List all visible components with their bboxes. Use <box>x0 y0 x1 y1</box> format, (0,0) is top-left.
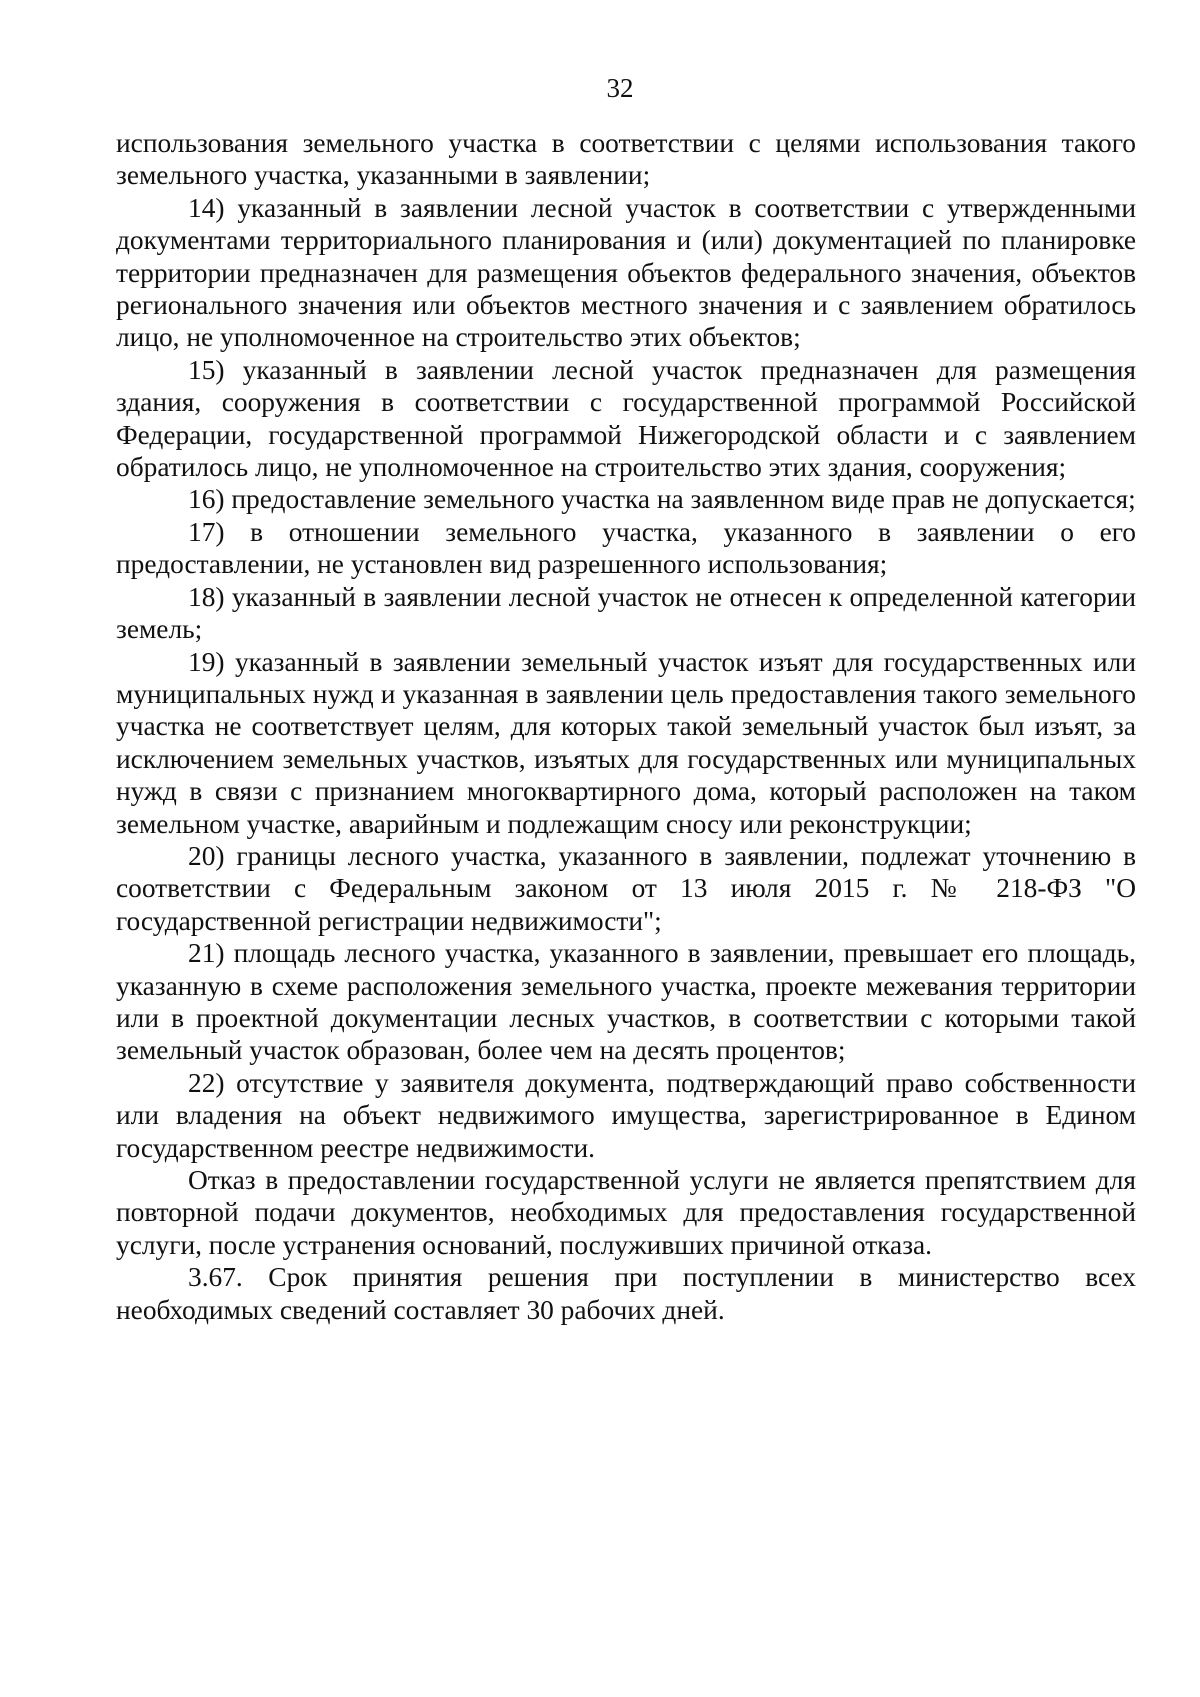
paragraph-item-17: 17) в отношении земельного участка, указанного в заявлении о его предоставлении, не установлен вид разрешенного использования; <box>116 516 1136 580</box>
paragraph-continuation: использования земельного участка в соответствии с целями использования такого земельного участка, указанными в заявлении; <box>116 128 1136 191</box>
paragraph-item-20: 20) границы лесного участка, указанного в заявлении, подлежат уточнению в соответствии с Федеральным законом от 13 июля 2015 г. № 218-ФЗ "О государственной регистрации недвижимости"; <box>116 840 1136 936</box>
paragraph-refusal-note: Отказ в предоставлении государственной услуги не является препятствием для повторной подачи документов, необходимых для предоставления государственной услуги, после устранения оснований, послуживших причиной отказа. <box>116 1165 1136 1260</box>
page-number: 32 <box>606 73 634 103</box>
paragraph-item-15: 15) указанный в заявлении лесной участок предназначен для размещения здания, сооружения в соответствии с государственной программой Российской Федерации, государственной программой Нижегородской области и с заявлением обратилось лицо, не уполномоченное на строительство этих здания, сооружения; <box>116 354 1136 483</box>
paragraph-item-21: 21) площадь лесного участка, указанного в заявлении, превышает его площадь, указанную в схеме расположения земельного участка, проекте межевания территории или в проектной документации лесных участков, в соответствии с которыми такой земельный участок образован, более чем на десять процентов; <box>116 938 1136 1066</box>
paragraph-item-22: 22) отсутствие у заявителя документа, подтверждающий право собственности или владения на объект недвижимого имущества, зарегистрированное в Едином государственном реестре недвижимости. <box>116 1067 1136 1163</box>
paragraph-section-3-67: 3.67. Срок принятия решения при поступлении в министерство всех необходимых сведений составляет 30 рабочих дней. <box>116 1262 1136 1325</box>
paragraph-item-18: 18) указанный в заявлении лесной участок не отнесен к определенной категории земель; <box>116 581 1136 645</box>
paragraph-item-16: 16) предоставление земельного участка на заявленном виде прав не допускается; <box>188 484 1136 515</box>
document-body <box>116 127 1136 1326</box>
paragraph-item-14: 14) указанный в заявлении лесной участок в соответствии с утвержденными документами территориального планирования и (или) документацией по планировке территории предназначен для размещения объектов федерального значения, объектов регионального значения или объектов местного значения и с заявлением обратилось лицо, не уполномоченное на строительство этих объектов; <box>116 192 1136 353</box>
paragraph-item-19: 19) указанный в заявлении земельный участок изъят для государственных или муниципальных нужд и указанная в заявлении цель предоставления такого земельного участка не соответствует целям, для которых такой земельный участок был изъят, за исключением земельных участков, изъятых для государственных или муниципальных нужд в связи с признанием многоквартирного дома, который расположен на таком земельном участке, аварийным и подлежащим сносу или реконструкции; <box>116 646 1136 839</box>
